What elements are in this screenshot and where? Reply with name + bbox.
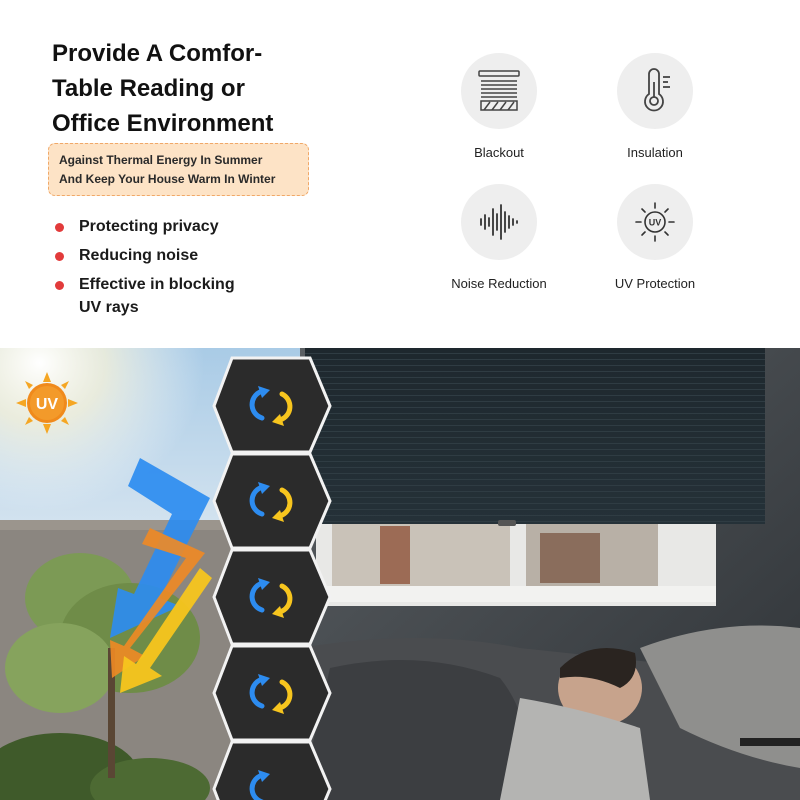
feature-uv-protection <box>585 184 725 291</box>
benefit-list <box>54 215 314 325</box>
info-section <box>0 0 800 348</box>
hex-layer-5 <box>214 742 330 800</box>
hex-layer-2 <box>214 454 330 548</box>
callout-line-1: Against Thermal Energy In Summer <box>59 153 263 167</box>
headline-line-1: Provide A Comfor- <box>52 40 263 67</box>
benefit-item: Effective in blocking UV rays <box>54 273 314 319</box>
benefit-item: Reducing noise <box>54 244 314 267</box>
benefit-item: Protecting privacy <box>54 215 314 238</box>
feature-label: Noise Reduction <box>451 276 547 291</box>
hex-layer-4 <box>214 646 330 740</box>
headline-line-2: Table Reading or <box>52 75 245 102</box>
hex-layer-1 <box>214 358 330 452</box>
feature-label: Blackout <box>474 145 524 160</box>
uv-sun-icon <box>630 197 680 247</box>
headline <box>52 36 352 141</box>
thermometer-icon <box>630 66 680 116</box>
uv-badge-text: UV <box>35 396 59 413</box>
hex-layer-3 <box>214 550 330 644</box>
sound-wave-icon <box>474 197 524 247</box>
blinds-icon <box>474 66 524 116</box>
feature-insulation <box>585 53 725 160</box>
headline-line-3: Office Environment <box>52 110 274 137</box>
thermal-callout <box>48 143 309 196</box>
callout-line-2: And Keep Your House Warm In Winter <box>59 172 276 186</box>
bedroom-scene <box>0 348 800 800</box>
feature-blackout <box>429 53 569 160</box>
feature-label: Insulation <box>627 145 683 160</box>
feature-label: UV Protection <box>614 276 696 291</box>
svg-text:UV: UV <box>648 217 662 228</box>
uv-sun-badge-icon <box>16 372 78 434</box>
feature-noise-reduction <box>429 184 569 291</box>
scene-illustration <box>0 348 800 800</box>
